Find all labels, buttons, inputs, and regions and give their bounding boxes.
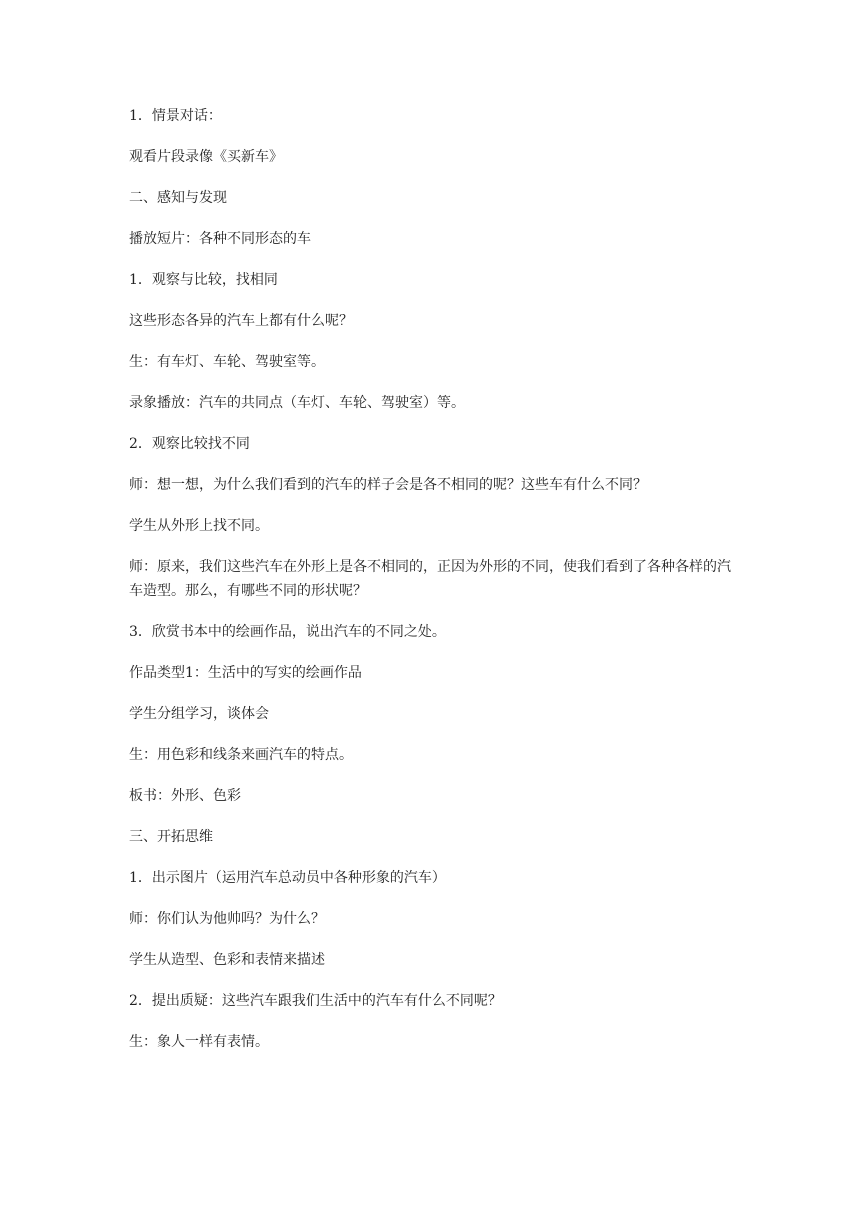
paragraph-7: 生：有车灯、车轮、驾驶室等。 xyxy=(129,354,325,370)
paragraph-21: 学生从造型、色彩和表情来描述 xyxy=(129,952,325,968)
paragraph-4: 播放短片：各种不同形态的车 xyxy=(129,231,311,247)
paragraph-11: 学生从外形上找不同。 xyxy=(129,518,269,534)
paragraph-22: 2．提出质疑：这些汽车跟我们生活中的汽车有什么不同呢？ xyxy=(129,993,502,1009)
paragraph-16: 生：用色彩和线条来画汽车的特点。 xyxy=(129,747,353,763)
paragraph-15: 学生分组学习，谈体会 xyxy=(129,706,269,722)
paragraph-10: 师：想一想，为什么我们看到的汽车的样子会是各不相同的呢？这些车有什么不同？ xyxy=(129,477,647,493)
section-heading-3: 三、开拓思维 xyxy=(129,829,213,845)
paragraph-6: 这些形态各异的汽车上都有什么呢？ xyxy=(129,313,353,329)
paragraph-1: 1．情景对话： xyxy=(129,108,222,124)
paragraph-8: 录象播放：汽车的共同点（车灯、车轮、驾驶室）等。 xyxy=(129,395,465,411)
paragraph-9: 2．观察比较找不同 xyxy=(129,436,250,452)
paragraph-20: 师：你们认为他帅吗？为什么？ xyxy=(129,911,325,927)
paragraph-12: 师：原来，我们这些汽车在外形上是各不相同的，正因为外形的不同，使我们看到了各种各样的汽车造型。那么，有哪些不同的形状呢？ xyxy=(129,559,731,599)
paragraph-14: 作品类型1：生活中的写实的绘画作品 xyxy=(129,665,362,681)
paragraph-19: 1．出示图片（运用汽车总动员中各种形象的汽车） xyxy=(129,870,446,886)
paragraph-13: 3．欣赏书本中的绘画作品，说出汽车的不同之处。 xyxy=(129,624,446,640)
paragraph-17: 板书：外形、色彩 xyxy=(129,788,241,804)
section-heading-2: 二、感知与发现 xyxy=(129,190,227,206)
paragraph-2: 观看片段录像《买新车》 xyxy=(129,149,283,165)
paragraph-23: 生：象人一样有表情。 xyxy=(129,1034,269,1050)
document-body xyxy=(129,104,739,1071)
paragraph-5: 1．观察与比较，找相同 xyxy=(129,272,278,288)
